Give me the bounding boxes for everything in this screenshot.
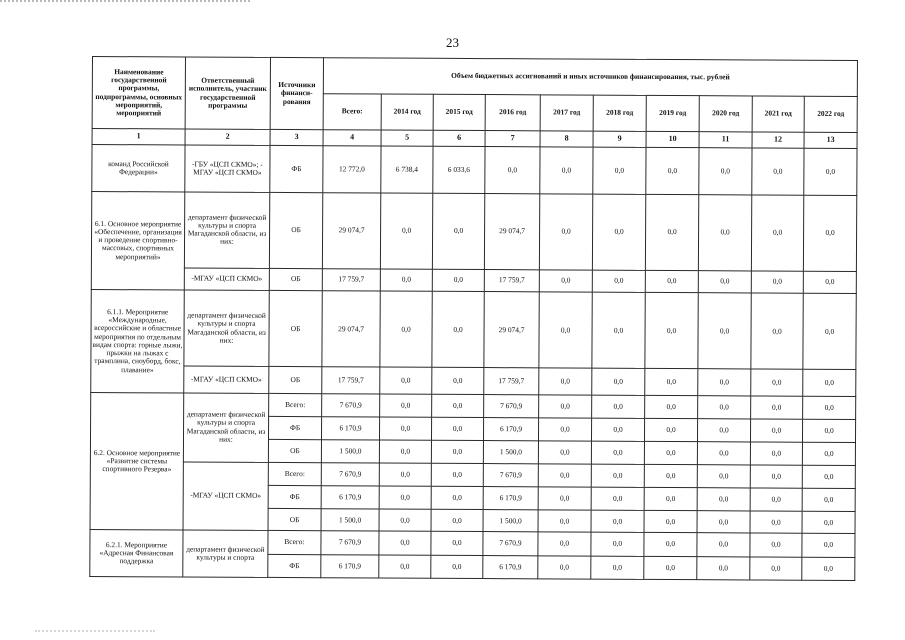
header-volume: Объем бюджетных ассигнований и иных источников финансирования, тыс. рублей [323, 58, 857, 97]
year-value-cell: 0,0 [699, 148, 752, 195]
program-name-cell: команд Российской Федерации» [92, 145, 185, 192]
year-value-cell: 0,0 [752, 148, 804, 195]
program-name-cell: 6.1. Основное мероприятие «Обеспечение, организация и проведение спортивно-массовых, спортивных мероприятий» [91, 191, 185, 290]
year-value-cell: 0,0 [592, 292, 645, 369]
year-value-cell: 0,0 [644, 418, 697, 442]
header-name: Наименование государственной программы, подпрограммы, основных мероприятий, мероприятий [92, 57, 185, 129]
year-value-cell: 0,0 [698, 293, 751, 370]
table-row [91, 392, 856, 419]
page-number: 23 [446, 35, 459, 50]
year-value-cell: 0,0 [803, 396, 856, 420]
column-index: 3 [270, 129, 323, 145]
column-index: 13 [804, 132, 857, 148]
year-value-cell: 0,0 [750, 533, 802, 557]
year-value-cell: 0,0 [379, 509, 431, 532]
table-row [90, 530, 855, 557]
year-value-cell: 0,0 [539, 395, 592, 419]
year-value-cell: 0,0 [591, 532, 644, 556]
scan-artifact [0, 0, 250, 6]
year-value-cell: 0,0 [379, 486, 431, 510]
year-value-cell: 0,0 [697, 464, 750, 488]
total-value-cell: 6 170,9 [321, 554, 379, 578]
source-cell: ОБ [269, 268, 322, 291]
year-value-cell: 0,0 [698, 194, 751, 271]
year-value-cell: 0,0 [802, 511, 855, 534]
year-value-cell: 0,0 [379, 531, 431, 555]
year-value-cell: 0,0 [538, 463, 591, 487]
source-cell: ОБ [269, 290, 322, 367]
year-value-cell: 0,0 [539, 368, 592, 395]
year-value-cell: 0,0 [591, 464, 644, 488]
column-index: 9 [593, 131, 646, 147]
year-value-cell: 0,0 [751, 396, 803, 420]
year-value-cell: 0,0 [431, 417, 483, 441]
year-value-cell: 0,0 [803, 195, 856, 272]
year-value-cell: 17 759,7 [484, 269, 539, 292]
year-value-cell: 0,0 [750, 557, 802, 581]
year-value-cell: 0,0 [539, 270, 592, 293]
column-index: 6 [433, 130, 485, 146]
total-value-cell: 7 670,9 [322, 393, 380, 417]
source-cell: ОБ [268, 440, 321, 463]
source-cell: ОБ [269, 192, 322, 269]
year-value-cell: 0,0 [750, 442, 802, 465]
year-value-cell: 0,0 [646, 147, 699, 194]
header-year: 2018 год [593, 95, 646, 131]
year-value-cell: 6 170,9 [483, 418, 538, 442]
executor-cell: -ГБУ «ЦСП СКМО»; - МГАУ «ЦСП СКМО» [185, 145, 270, 192]
year-value-cell: 0,0 [697, 556, 750, 580]
year-value-cell: 6 738,4 [381, 146, 433, 193]
year-value-cell: 0,0 [432, 368, 484, 395]
year-value-cell: 0,0 [538, 555, 591, 579]
year-value-cell: 0,0 [592, 194, 645, 271]
header-year: 2019 год [646, 95, 699, 131]
year-value-cell: 7 670,9 [483, 463, 538, 487]
year-value-cell: 0,0 [380, 367, 432, 394]
year-value-cell: 0,0 [380, 269, 432, 292]
year-value-cell: 0,0 [802, 465, 855, 489]
year-value-cell: 0,0 [540, 147, 593, 194]
source-cell: ФБ [268, 416, 321, 440]
table-body [90, 145, 857, 581]
year-value-cell: 0,0 [698, 395, 751, 419]
year-value-cell: 0,0 [539, 292, 592, 369]
total-value-cell: 7 670,9 [321, 531, 379, 555]
year-value-cell: 0,0 [591, 556, 644, 580]
table-row [91, 290, 856, 370]
year-value-cell: 0,0 [644, 533, 697, 557]
year-value-cell: 0,0 [591, 510, 644, 533]
year-value-cell: 0,0 [750, 511, 802, 534]
table-row [90, 461, 855, 488]
year-value-cell: 0,0 [431, 463, 483, 487]
total-value-cell: 6 170,9 [321, 486, 379, 510]
header-total: Всего: [323, 94, 381, 130]
year-value-cell: 0,0 [645, 369, 698, 396]
year-value-cell: 0,0 [802, 534, 855, 558]
total-value-cell: 17 759,7 [322, 367, 380, 394]
year-value-cell: 0,0 [803, 370, 856, 397]
column-index: 7 [485, 131, 540, 147]
total-value-cell: 7 670,9 [321, 462, 379, 486]
year-value-cell: 0,0 [645, 292, 698, 369]
table-row [92, 145, 857, 196]
source-cell: ФБ [270, 145, 323, 192]
year-value-cell: 0,0 [538, 532, 591, 556]
year-value-cell: 0,0 [432, 269, 484, 292]
year-value-cell: 0,0 [802, 419, 855, 443]
column-index: 8 [540, 131, 593, 147]
year-value-cell: 1 500,0 [483, 510, 538, 533]
year-value-cell: 0,0 [644, 464, 697, 488]
scan-artifact [35, 630, 155, 634]
total-value-cell: 29 074,7 [322, 192, 380, 269]
table-row [91, 366, 856, 396]
year-value-cell: 1 500,0 [483, 441, 538, 464]
source-cell: ОБ [268, 509, 321, 532]
year-value-cell: 0,0 [379, 463, 431, 487]
header-year: 2020 год [699, 96, 752, 132]
year-value-cell: 0,0 [804, 148, 857, 195]
year-value-cell: 0,0 [485, 147, 540, 194]
year-value-cell: 0,0 [803, 293, 856, 370]
executor-cell: -МГАУ «ЦСП СКМО» [184, 268, 269, 291]
year-value-cell: 0,0 [698, 369, 751, 396]
program-name-cell: 6.2. Основное мероприятие «Развитие системы спортивного Резерва» [90, 392, 184, 530]
executor-cell: -МГАУ «ЦСП СКМО» [183, 462, 268, 531]
year-value-cell: 0,0 [750, 464, 802, 488]
source-cell: ФБ [268, 554, 321, 578]
table-row [91, 191, 856, 271]
executor-cell: департамент физической культуры и спорта Магаданской области, из них: [184, 290, 269, 367]
year-value-cell: 0,0 [591, 441, 644, 464]
year-value-cell: 0,0 [644, 511, 697, 534]
column-index: 1 [92, 129, 185, 145]
executor-cell: департамент физической культуры и спорта [183, 530, 268, 577]
year-value-cell: 6 033,6 [433, 146, 485, 193]
year-value-cell: 0,0 [592, 270, 645, 293]
year-value-cell: 0,0 [379, 555, 431, 579]
column-index: 12 [752, 132, 804, 148]
year-value-cell: 0,0 [697, 511, 750, 534]
year-value-cell: 0,0 [802, 488, 855, 512]
year-value-cell: 0,0 [431, 509, 483, 532]
year-value-cell: 0,0 [431, 555, 483, 579]
header-year: 2015 год [433, 94, 485, 130]
year-value-cell: 0,0 [538, 418, 591, 442]
year-value-cell: 0,0 [751, 271, 803, 294]
year-value-cell: 0,0 [431, 441, 483, 464]
executor-cell: -МГАУ «ЦСП СКМО» [184, 366, 269, 393]
year-value-cell: 0,0 [593, 147, 646, 194]
year-value-cell: 0,0 [432, 291, 484, 368]
source-cell: Всего: [269, 393, 322, 417]
source-cell: Всего: [268, 531, 321, 555]
header-source: Источники финанси-рования [270, 57, 323, 129]
year-value-cell: 0,0 [538, 441, 591, 464]
year-value-cell: 0,0 [751, 293, 803, 370]
column-index: 5 [381, 130, 433, 146]
header-year: 2014 год [381, 94, 433, 130]
total-value-cell: 1 500,0 [321, 440, 379, 463]
year-value-cell: 0,0 [802, 443, 855, 466]
year-value-cell: 0,0 [591, 487, 644, 511]
year-value-cell: 0,0 [432, 193, 484, 270]
year-value-cell: 0,0 [697, 442, 750, 465]
year-value-cell: 0,0 [431, 532, 483, 556]
year-value-cell: 0,0 [539, 193, 592, 270]
year-value-cell: 0,0 [380, 193, 432, 270]
year-value-cell: 29 074,7 [484, 292, 539, 369]
source-cell: ОБ [269, 367, 322, 394]
column-index: 2 [185, 129, 270, 145]
year-value-cell: 0,0 [592, 368, 645, 395]
year-value-cell: 0,0 [379, 440, 431, 463]
year-value-cell: 0,0 [750, 419, 802, 443]
year-value-cell: 0,0 [750, 488, 802, 512]
year-value-cell: 7 670,9 [483, 532, 538, 556]
header-year: 2021 год [752, 96, 804, 132]
year-value-cell: 0,0 [644, 487, 697, 511]
year-value-cell: 17 759,7 [484, 368, 539, 395]
year-value-cell: 0,0 [380, 394, 432, 418]
year-value-cell: 0,0 [698, 270, 751, 293]
program-name-cell: 6.1.1. Мероприятие «Международные, всероссийские и областные мероприятия по отдельным видам спорта: горные лыжи, прыжки на лыжах с трамплина, сноуборд, бокс, плавание» [91, 290, 185, 393]
year-value-cell: 0,0 [644, 442, 697, 465]
total-value-cell: 6 170,9 [321, 417, 379, 441]
year-value-cell: 6 170,9 [483, 555, 538, 579]
year-value-cell: 0,0 [538, 487, 591, 511]
total-value-cell: 29 074,7 [322, 291, 380, 368]
header-year: 2017 год [540, 95, 593, 131]
year-value-cell: 0,0 [432, 394, 484, 418]
program-name-cell: 6.2.1. Мероприятие «Адресная Финансовая поддержка [90, 530, 183, 577]
budget-table [89, 56, 858, 581]
source-cell: Всего: [268, 462, 321, 486]
column-index: 10 [646, 131, 699, 147]
year-value-cell: 0,0 [592, 395, 645, 419]
year-value-cell: 0,0 [645, 270, 698, 293]
year-value-cell: 0,0 [697, 533, 750, 557]
source-cell: ФБ [268, 485, 321, 509]
year-value-cell: 0,0 [697, 419, 750, 443]
header-year: 2016 год [485, 95, 540, 131]
year-value-cell: 0,0 [380, 291, 432, 368]
year-value-cell: 0,0 [538, 510, 591, 533]
total-value-cell: 17 759,7 [322, 269, 380, 292]
year-value-cell: 0,0 [751, 369, 803, 396]
year-value-cell: 0,0 [802, 557, 855, 581]
header-year: 2022 год [804, 96, 857, 132]
header-executor: Ответственный исполнитель, участник государственной программы [185, 57, 270, 129]
column-index: 11 [699, 132, 752, 148]
executor-cell: департамент физической культуры и спорта Магаданской области, из них: [183, 393, 268, 462]
year-value-cell: 0,0 [431, 486, 483, 510]
year-value-cell: 0,0 [645, 194, 698, 271]
year-value-cell: 7 670,9 [484, 394, 539, 418]
year-value-cell: 6 170,9 [483, 486, 538, 510]
total-value-cell: 1 500,0 [321, 509, 379, 532]
year-value-cell: 0,0 [751, 195, 803, 272]
year-value-cell: 0,0 [644, 556, 697, 580]
year-value-cell: 0,0 [697, 488, 750, 512]
column-index: 4 [323, 130, 381, 146]
year-value-cell: 0,0 [591, 418, 644, 442]
year-value-cell: 29 074,7 [484, 193, 539, 270]
executor-cell: департамент физической культуры и спорта Магаданской области, из них: [184, 192, 269, 269]
year-value-cell: 0,0 [379, 417, 431, 441]
total-value-cell: 12 772,0 [323, 146, 381, 193]
year-value-cell: 0,0 [645, 395, 698, 419]
year-value-cell: 0,0 [803, 271, 856, 294]
